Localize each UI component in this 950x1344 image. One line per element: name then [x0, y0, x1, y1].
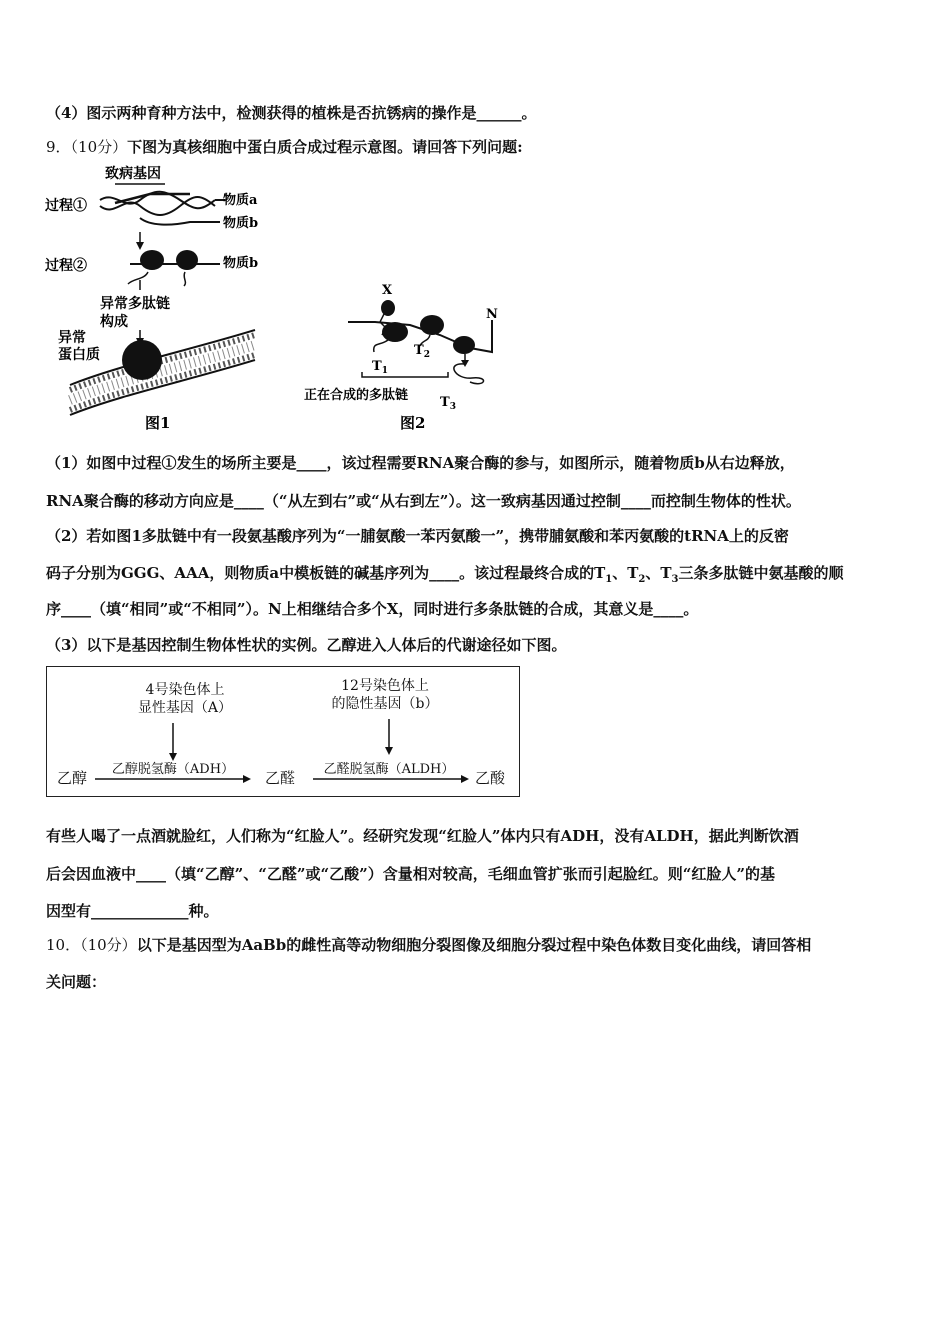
fig1-gene-label: 致病基因: [105, 166, 161, 182]
fig2-n-label: N: [486, 307, 498, 322]
q9-number: 9．（10分）: [46, 138, 128, 156]
ribosome-icon: [420, 315, 444, 335]
q10-number: 10．（10分）: [46, 936, 137, 954]
down-arrow-icon: [169, 753, 177, 761]
fig1-abnormal-protein-2: 蛋白质: [58, 347, 100, 363]
fig1-substance-a: 物质a: [223, 193, 258, 208]
fig2-x-label: X: [382, 283, 393, 298]
q10-stem: 以下是基因型为AaBb的雌性高等动物细胞分裂图像及细胞分裂过程中染色体数目变化曲线，请回答相: [136, 936, 812, 954]
q8-part4: （4）图示两种育种方法中，检测获得的植株是否抗锈病的操作是______。: [46, 104, 537, 122]
q10-line2: 关问题：: [46, 973, 107, 991]
ribosome-icon: [453, 336, 475, 354]
q9-part2-line2: 码子分别为GGG、AAA，则物质a中模板链的碱基序列为____。该过程最终合成的$T_1$、$T_2$、$T_3$三条多肽链中氨基酸的顺: [46, 564, 844, 585]
fig1-caption: 图1: [145, 414, 171, 432]
ribosome-icon: [382, 322, 408, 342]
fig2-t3: $T_3$: [440, 395, 456, 412]
figure-2: [300, 280, 520, 440]
fig2-caption: 图2: [400, 414, 426, 432]
fig1-abnormal-chain-1: 异常多肽链: [100, 296, 170, 312]
q9-part3-line1: （3）以下是基因控制生物体性状的实例。乙醇进入人体后的代谢途径如下图。: [46, 636, 567, 654]
acetic-acid-label: 乙酸: [475, 769, 506, 787]
q10-line1: [46, 935, 811, 955]
q9-stem: 下图为真核细胞中蛋白质合成过程示意图。请回答下列问题:: [127, 138, 523, 156]
q9-part1-line2: RNA聚合酶的移动方向应是____（“从左到右”或“从右到左”）。这一致病基因通过控制____而控制生物体的性状。: [46, 492, 801, 510]
acetaldehyde-label: 乙醛: [265, 769, 296, 787]
ethanol-label: 乙醇: [57, 769, 88, 787]
gene-a-line1: 4号染色体上: [145, 682, 225, 698]
q9-part3-line2: 有些人喝了一点酒就脸红，人们称为“红脸人”。经研究发现“红脸人”体内只有ADH，没有ALDH，据此判断饮酒: [46, 827, 799, 845]
enzyme-aldh: 乙醛脱氢酶（ALDH）: [323, 762, 455, 777]
metabolism-diagram: [46, 666, 520, 797]
ribosome-icon: [176, 250, 198, 270]
fig2-t2: $T_2$: [414, 343, 430, 360]
fig1-process1: 过程①: [45, 198, 87, 214]
q9-part1-line1: （1）如图中过程①发生的场所主要是____，该过程需要RNA聚合酶的参与，如图所示，随着物质b从右边释放，: [46, 454, 795, 472]
q9-part3-line3: 后会因血液中____（填“乙醇”、“乙醛”或“乙酸”）含量相对较高，毛细血管扩张而引起脸红。则“红脸人”的基: [46, 865, 776, 883]
q9-part3-line4: 因型有_____________种。: [46, 902, 219, 920]
enzyme-adh: 乙醇脱氢酶（ADH）: [111, 762, 235, 777]
fig1-process2: 过程②: [45, 258, 87, 274]
abnormal-protein-icon: [122, 340, 162, 380]
gene-b-line2: 的隐性基因（b）: [331, 696, 439, 712]
q9-part2-line1: （2）若如图1多肽链中有一段氨基酸序列为“一脯氨酸一苯丙氨酸一”，携带脯氨酸和苯丙氨酸的tRNA上的反密: [46, 527, 789, 545]
q9-stem-line: [46, 137, 523, 157]
fig1-substance-b: 物质b: [223, 216, 259, 231]
fig1-abnormal-protein-1: 异常: [58, 330, 86, 346]
right-arrow-icon: [243, 775, 251, 783]
fig2-t1: $T_1$: [372, 359, 388, 376]
fig1-substance-b2: 物质b: [223, 256, 259, 271]
figure-1: [40, 160, 280, 438]
gene-b-line1: 12号染色体上: [341, 678, 429, 694]
fig1-abnormal-chain-2: 构成: [100, 314, 128, 330]
down-arrow-icon: [385, 747, 393, 755]
fig2-synth-label: 正在合成的多肽链: [304, 388, 409, 403]
q9-part2-line3: 序____（填“相同”或“不相同”）。N上相继结合多个X，同时进行多条肽链的合成，其意义是____。: [46, 600, 699, 618]
gene-a-line2: 显性基因（A）: [137, 700, 233, 716]
ribosome-icon: [140, 250, 164, 270]
